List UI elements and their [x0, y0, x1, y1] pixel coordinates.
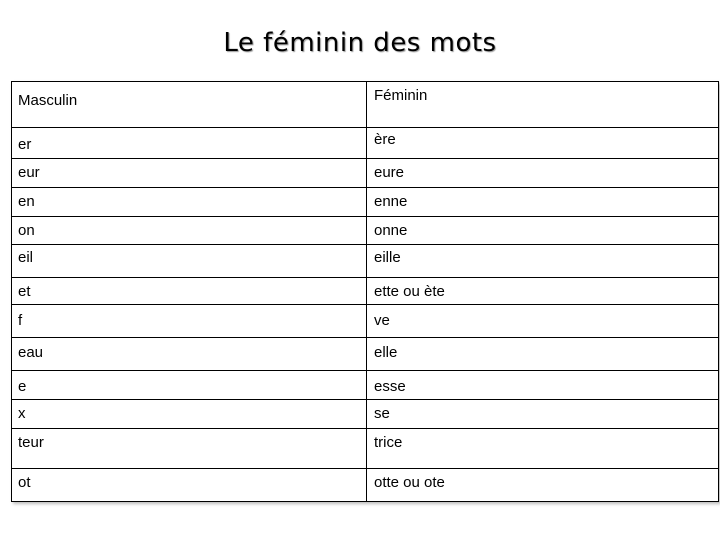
feminin-cell: eille: [374, 249, 401, 266]
masculin-cell: ot: [18, 474, 31, 491]
feminin-cell: ette ou ète: [374, 283, 445, 300]
feminin-cell: enne: [374, 193, 408, 210]
table-row: [12, 216, 718, 244]
feminin-cell: onne: [374, 222, 408, 239]
feminine-endings-table: [11, 81, 719, 502]
masculin-cell: et: [18, 283, 31, 300]
table-row: [12, 158, 718, 187]
masculin-cell: x: [18, 405, 26, 422]
header-masculin: Masculin: [18, 92, 78, 109]
header-feminin: Féminin: [374, 87, 428, 104]
feminin-cell: trice: [374, 434, 403, 451]
masculin-cell: on: [18, 222, 35, 239]
feminin-cell: ère: [374, 131, 396, 148]
masculin-cell: teur: [18, 434, 44, 451]
table-row: [12, 337, 718, 370]
masculin-cell: en: [18, 193, 35, 210]
table-row: [12, 127, 718, 158]
table-row: [12, 244, 718, 277]
feminin-cell: eure: [374, 164, 405, 181]
masculin-cell: eau: [18, 344, 44, 361]
table-row: [12, 428, 718, 468]
table-row: [12, 187, 718, 216]
table-row: [12, 399, 718, 428]
table-row: [12, 304, 718, 337]
table-row: [12, 277, 718, 304]
feminin-cell: ve: [374, 312, 390, 329]
masculin-cell: eur: [18, 164, 40, 181]
table-header-row: [12, 82, 718, 127]
feminin-cell: elle: [374, 344, 398, 361]
table-row: [12, 370, 718, 399]
feminin-cell: esse: [374, 378, 406, 395]
masculin-cell: e: [18, 378, 27, 395]
table-row: [12, 468, 718, 501]
page-title: Le féminin des mots: [223, 28, 497, 58]
masculin-cell: er: [18, 136, 32, 153]
feminin-cell: otte ou ote: [374, 474, 445, 491]
masculin-cell: f: [18, 312, 23, 329]
masculin-cell: eil: [18, 249, 34, 266]
feminin-cell: se: [374, 405, 390, 422]
